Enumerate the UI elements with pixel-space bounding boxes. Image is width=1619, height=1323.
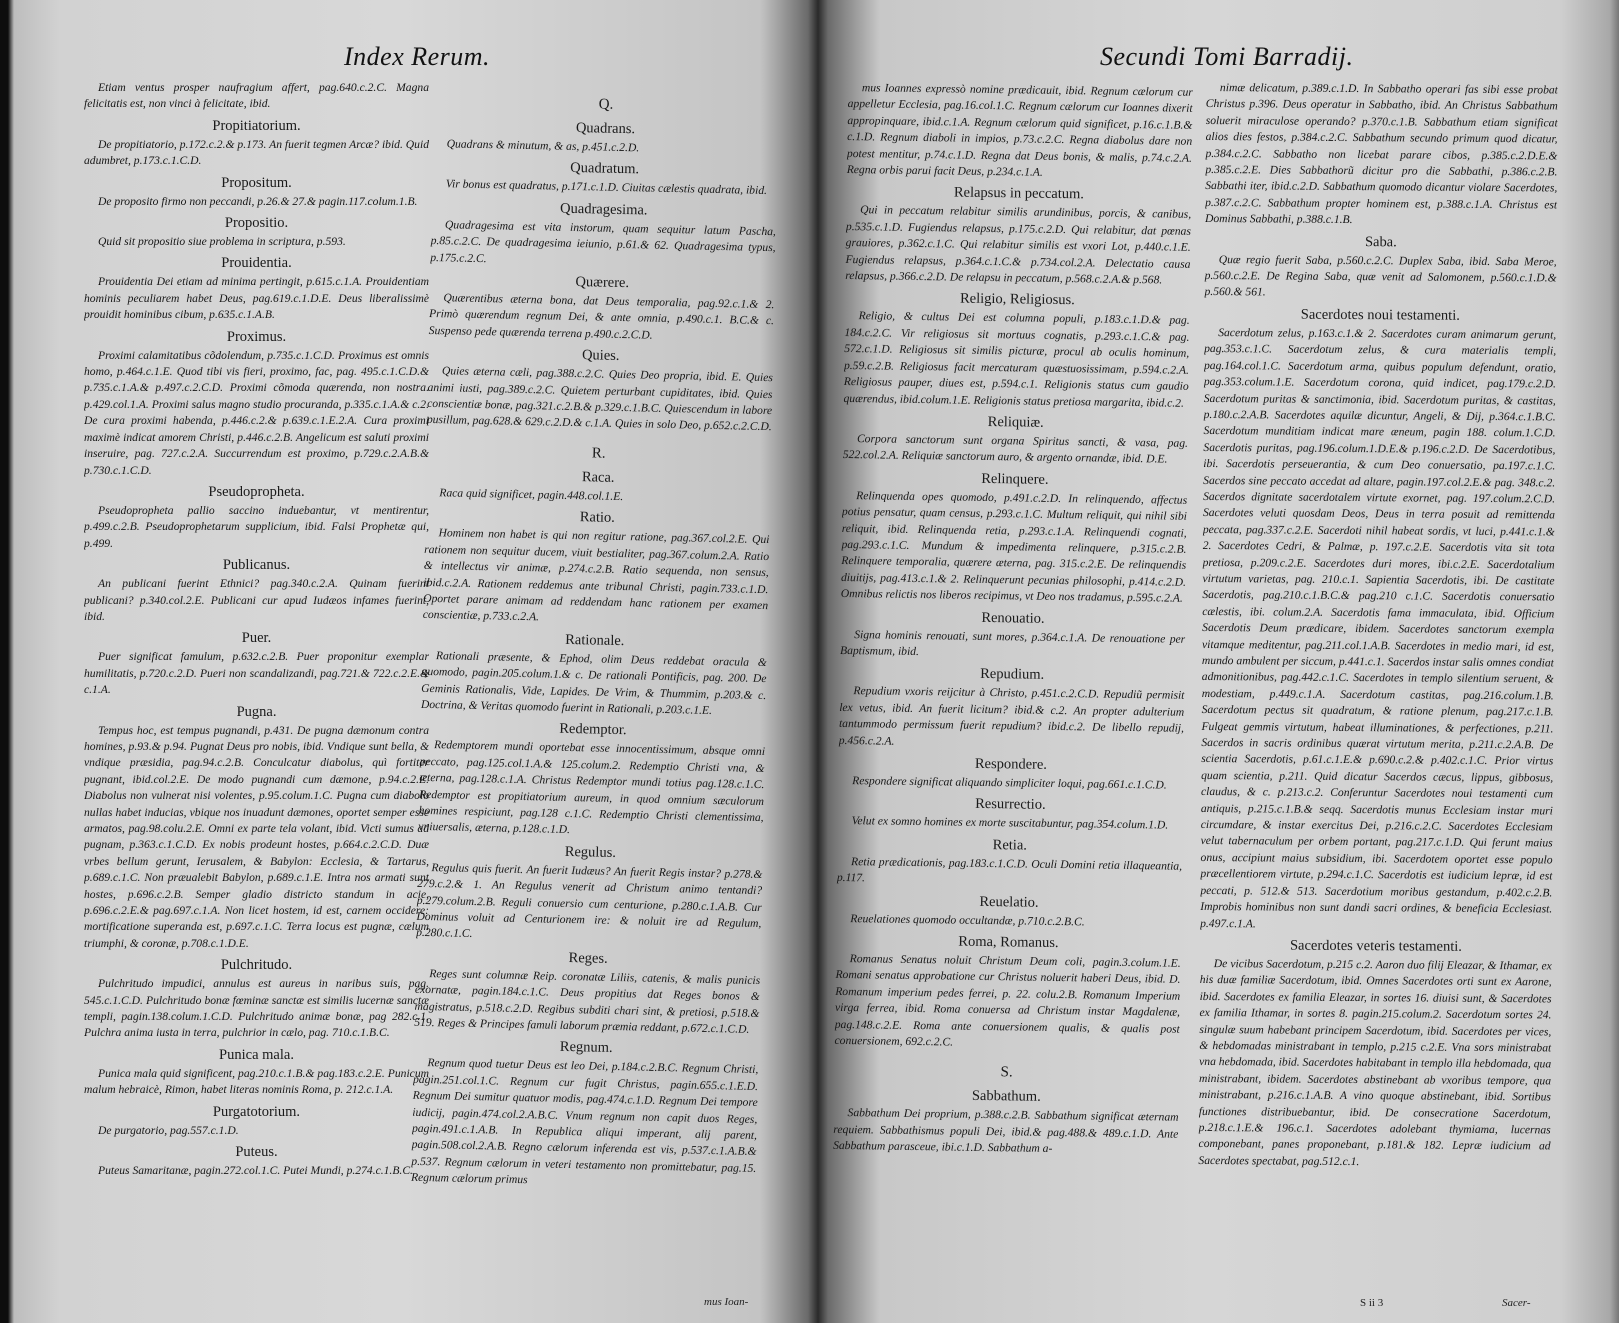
entry-heading: Respondere.	[974, 755, 1048, 773]
index-entry	[429, 270, 775, 346]
index-entry	[843, 288, 1190, 411]
entry-text: Pseudopropheta pallio saccino induebantur, vt mentirentur, p.499.c.2.B. Pseudoprophetarum supplicium, ibid. Falsi Prophetæ qui, p.499.	[84, 503, 429, 550]
index-entry	[84, 328, 429, 479]
entry-text: nimæ delicatum, p.389.c.1.D. In Sabbatho operari fas sibi esse probat Christus p.396. Deus operatur in Sabbatho, ibid. An Christus Sabbathum soluerit miraculose operando? p.370.c.1.B. Sabbathum etiam significat alios dies festos, p.384.c.2.C. Sabbathum secundo primum quod dicatur, p.384.c.2.C. Sabbatho non licebat parare cibos, p.385.c.2.D.E.& p.385.c.2.E. Dies Sabbathorũ dicitur pro die Sabbathi, p.386.c.2.B. Sabbathi iter, ibid.c.2.D. Sabbathum quomodo dicantur violare Sacerdotes, p.387.c.2.C. Sabbathum propter hominem est, p.388.c.1.A. Christus est Dominus Sabbathi, p.388.c.1.B.	[1204, 81, 1558, 227]
entry-heading: Punica mala.	[219, 1046, 294, 1063]
index-entry	[84, 483, 429, 552]
index-entry	[1205, 80, 1558, 230]
entry-heading: Quadratum.	[570, 160, 640, 178]
index-entry	[427, 343, 774, 436]
right-page	[830, 0, 1610, 1323]
index-entry	[834, 931, 1181, 1054]
entry-text: Tempus hoc, est tempus pugnandi, p.431. De pugna dæmonum contra homines, p.93.& p.94. Pugnat Deus pro nobis, ibid. Vndique sunt bella, & vndique præsidia, pag.94.c.2.B. Conculcatur diabolus, quì fortiter pugnant, ibid.col.2.E. De modo pugnandi cum dæmone, p.94.c.2.E. Diabolus non vulnerat nisi volentes, p.95.colum.1.C. Pugna cum diabolo nullas habet inducias, vbique nos inuadunt dæmones, oportet semper esse armatos, pag.98.colu.2.E. Omni ex parte tela volant, ibid. Victi sumus ad pugnam, p.363.c.1.C.D. Ex nobis prodeunt hostes, p.664.c.2.C.D. Duæ vrbes bellum gerunt, Ierusalem, & Babylon: Ecclesia, & Tartarus, p.689.c.1.C. Non præualebit Babylon, p.689.c.1.E. Intra nos armati sunt hostes, p.696.c.2.B. Semper gladio districto standum in acie, p.696.c.2.E.& pag.697.c.1.A. Non licet hostem, id est, carnem occidere: mortificatione superanda est, p.697.c.1.C. Terra locus est pugnæ, cælum triumphi, & coronæ, p.708.c.1.D.E.	[84, 723, 429, 950]
index-entry	[84, 1103, 429, 1139]
entry-heading: Puteus.	[235, 1144, 278, 1161]
entry-text: Quid sit propositio siue problema in scriptura, p.593.	[98, 235, 346, 249]
entry-heading: Quadrans.	[575, 119, 636, 138]
entry-text: Quadrans & minutum, & as, p.451.c.2.D.	[446, 137, 640, 155]
entry-text: Quadragesima est vita instorum, quam sequitur latum Pascha, p.85.c.2.C. De quadragesima ieiunio, p.61.& 62. Quadragesima typus, p.175.c.2.C.	[430, 218, 777, 265]
entry-text: De proposito firmo non peccandi, p.26.& 27.& pagin.117.colum.1.B.	[98, 194, 418, 208]
entry-heading: Propitiatorium.	[212, 117, 301, 134]
entry-text: Quæ regio fuerit Saba, p.560.c.2.C. Duplex Saba, ibid. Saba Meroe, p.560.c.2.E. De Regina Saba, quæ venit ad Salomonem, p.560.c.1.D.& p.560.& 561.	[1204, 252, 1557, 299]
index-entry	[84, 214, 429, 250]
index-entry	[833, 1059, 1179, 1159]
entry-text: Pulchritudo impudici, annulus est aureus in naribus suis, pag. 545.c.1.C.D. Pulchritudo bonæ fœminæ sanctæ est similis lucernæ sanctæ templi, pagin.138.colum.1.C.D. Pulchritudo animæ bonæ, pag 282.c.1. Pulchra anima iusta in terra, pulchrior in cælo, pag. 710.c.1.B.C.	[84, 977, 429, 1040]
index-entry	[414, 946, 761, 1039]
section-letter: Q.	[598, 96, 614, 113]
entry-text: Puteus Samaritanæ, pagin.272.col.1.C. Putei Mundi, p.274.c.1.B.C.	[98, 1164, 413, 1178]
index-entry	[430, 197, 776, 273]
right-running-head: Secundi Tomi Barradij.	[1100, 42, 1354, 71]
index-entry	[836, 891, 1181, 932]
index-entry	[416, 840, 763, 949]
entry-heading: Sacerdotes noui testamenti.	[1300, 306, 1460, 324]
index-entry	[838, 753, 1183, 794]
entry-text: Sacerdotum zelus, p.163.c.1.& 2. Sacerdotes curam animarum gerunt, pag.353.c.1.C. Sacerdotum zelus, & cura materialis templi, pag.164.col.1.C. Sacerdotum arma, quibus populum defendunt, oratio, pag.353.colum.1.E. Sacerdotum corona, quid indicet, pag.179.c.2.D. Sacerdotum puritas & sanctimonia, ibid. Sacerdotum puritas, & castitas, p.180.c.2.A.B. Sacerdotes aquilæ dicuntur, Angeli, & Dij, p.364.c.1.B.C. Sacerdotum munditiam indicat mare æneum, pagin 188. colum.1.C.D. Sacerdotis puritas, pag.196.colum.1.D.E.& p.196.c.2.D. De Sacerdotibus, ibi. Sacerdotis perseuerantia, & cum Deo conuersatio, pa.197.c.1.C. Sacerdos sine peccato accedat ad altare, pagin.197.col.2.E.& pag. 348.c.2. Sacerdos dignitate sacerdotalem virtute exornet, pag. 197.colum.2.C.D. Sacerdotes veluti quosdam Deos, Deus in terra posuit ad remittenda peccata, pag.337.c.2.E. Sacerdoti nihil habeat sordis, vt luci, p.441.c.1.& 2. Sacerdotes Cedri, & Palmæ, p. 197.c.2.E. Sacerdotis vita sit tota pretiosa, p.209.c.2.E. Sacerdotes duri mores, ibi.c.2.E. Sacerdotalium virtutum varietas, pag. 210.c.1. Sapientia Sacerdotis, ibi. De castitate Sacerdotis, pag.210.c.1.B.C.& pag.210 c.1.C. Sacerdotis conuersatio cælestis, ibi. colum.2.A. Sacerdotis fama immaculata, ibid. Officium Sacerdotis Deum prædicare, ibidem. Sacerdotes sanctorum exempla vitamque meditentur, pag.211.col.1.A.B. Sacerdotes in medio mari, id est, mundo ambulent per siccum, p.441.c.1. Sacerdos instar salis omnes condiat admonitionibus, pag.442.c.1.C. Sacerdotes in templo silentium seruent, & modestiam, p.449.c.1.A. Sacerdotum castitas, pag.216.colum.1.B. Sacerdotum pectus sit quadratum, & ratione plenum, pag.217.c.1.B. Fulgeat gemmis virtutum, habeat illuminationes, & perfectiones, p.211. Sacerdos in sacris ordinibus quærat virtutum merita, p.211.c.2.A.B. De scientia Sacerdotis, p.61.c.1.E.& p.690.c.2.& p.402.c.1.C. Prior virtus quam scientia, p.211. Quid dicatur Sacerdos cæcus, lippus, gibbosus, claudus, & c. p.213.c.2. Conferuntur Sacerdotes noui testamenti cum antiquis, p.215.c.1.B.& seqq. Sacerdotis munus Ecclesiam instar muri circumdare, & instar exercitus Dei, p.216.c.2.C. Sacerdotes Ecclesiam velut tabernaculum per orbem portant, pag.217.c.1.D. Qui ferunt maius onus, accipiunt maius subsidium, ibi. Sacerdotem oportet esse populo præcellentiorem virtute, p.294.c.1.C. Sacerdotis est iudicium lepræ, id est peccati, p. 512.& 513. Sacerdotium moribus gestandum, p.402.c.2.B. Improbis hominibus non sunt dandi sacri ordines, & beneficia Ecclesiast. p.497.c.1.A.	[1200, 325, 1557, 930]
entry-text: Reuelationes quomodo occultandæ, p.710.c.2.B.C.	[850, 911, 1085, 929]
entry-text: Proximi calamitatibus cõdolendum, p.735.c.1.C.D. Proximus est omnis homo, p.464.c.1.E. Quod tibi vis fieri, proximo, fac, pag. 495.c.1.C.D.& p.735.c.1.A.& p.497.c.2.C.D. Proximi cõmoda quærenda, non nostra. p.429.col.1.A. Proximi salus magno studio procuranda, p.335.c.1.A.& c.2. De cura proximi habenda, p.446.c.2.& p.639.c.1.E.2.A. Cura proximi maximè indicat amorem Christi, p.446.c.2.B. Angelicum est saluti proximi inseruire, pag. 727.c.2.A. Succurrendum est proximo, p.729.c.2.A.B.& p.730.c.1.C.D.	[84, 348, 429, 477]
entry-heading: Pulchritudo.	[220, 957, 293, 974]
index-entry	[1198, 936, 1552, 1172]
entry-text: Prouidentia Dei etiam ad minima pertingit, p.615.c.1.A. Prouidentiam hominis peculiarem habet Deus, pag.619.c.1.D.E. Deus liberalissimè prouidit hominibus cibum, p.635.c.1.A.B.	[84, 275, 429, 322]
entry-heading: Relinquere.	[981, 470, 1049, 488]
index-entry	[1204, 232, 1556, 304]
entry-heading: Proximus.	[226, 328, 287, 345]
entry-text: Redemptorem mundi oportebat esse innocentissimum, absque omni peccato, pag.125.col.1.A.& 125.colum.2. Redemptio Christi vna, & æterna, pag.128.c.1.A. Christus Redemptor mundi totius pag.128.c.1.C. Redemptor est propitiatorium aureum, in quod omnium sæculorum homines respiciunt, pag.128 c.1.C. Redemptio Christi clementissima, vniuersalis, æterna, p.128.c.1.D.	[418, 738, 766, 837]
entry-heading: Publicanus.	[222, 557, 291, 574]
index-entry	[845, 182, 1191, 289]
entry-heading: Propositio.	[224, 215, 289, 232]
entry-heading: Regulus.	[564, 843, 617, 861]
index-entry	[1200, 305, 1556, 934]
index-entry	[84, 556, 429, 625]
entry-text: De propitiatorio, p.172.c.2.& p.173. An fuerit tegmen Arcæ? ibid. Quid adumbret, p.173.c.1.C.D.	[84, 137, 429, 168]
entry-text: Quærentibus æterna bona, dat Deus temporalia, pag.92.c.1.& 2. Primò quærendum regnum Dei, & ante omnia, p.490.c.1. B.C.& c. Suspenso pede quærenda terrena p.490.c.2.C.D.	[428, 291, 775, 342]
entry-text: An publicani fuerint Ethnici? pag.340.c.2.A. Quinam fuerint publicani? p.340.col.2.E. Publicani cur apud Iudæos infames fuerint, ibid.	[84, 577, 429, 623]
entry-text: Corpora sanctorum sunt organa Spiritus sancti, & vasa, pag. 522.col.2.A. Reliquiæ sanctorum auro, & argento ornandæ, ibid. D.E.	[842, 432, 1189, 466]
index-entry	[838, 793, 1183, 834]
entry-text: Quies æterna cæli, pag.388.c.2.C. Quies Deo propria, ibid. E. Quies animi iusti, pag.389.c.2.C. Quietem perturbant cupiditates, ibid. Quies conscientiæ bonæ, pag.321.c.2.B.& p.329.c.1.B.C. Quiescendum in labore pusillum, pag.628.& 629.c.2.D.& c.1.A. Quies in solo Deo, p.652.c.2.C.D.	[426, 364, 773, 434]
index-entry	[432, 90, 778, 160]
entry-heading: Reliquiæ.	[987, 413, 1044, 431]
left-column-a	[84, 80, 429, 1182]
index-entry	[418, 717, 765, 843]
index-entry	[84, 629, 429, 698]
left-column-b	[411, 80, 779, 1196]
index-entry	[843, 411, 1189, 469]
entry-heading: Purgatotorium.	[212, 1103, 301, 1120]
entry-text: Reges sunt columnæ Reip. coronatæ Liliis, catenis, & malis punicis exornatæ, pagin.184.c.1.C. Deus propitius dat Reges bonos & magistratus, p.518.c.2.D. Regibus subditi chari sint, & pretiosi, p.518.& 519. Reges & Principes famuli laborum præmia reddant, p.672.c.1.C.D.	[414, 966, 761, 1036]
entry-heading: Pugna.	[236, 703, 277, 720]
index-entry	[84, 254, 429, 323]
entry-heading: Propositum.	[221, 174, 292, 191]
entry-text: Respondere significat aliquando simpliciter loqui, pag.661.c.1.C.D.	[852, 774, 1167, 792]
entry-heading: Roma, Romanus.	[958, 933, 1059, 952]
entry-text: Rationali præsente, & Ephod, olim Deus reddebat oracula & quomodo, pagin.205.colum.1.& c. De rationali Pontificis, pag. 200. De Geminis Rationalis, Vide, Lapides. De Vrim, & Thummim, p.203.& c. Doctrina, & Veritas quomodo fuerint in Rationali, p.203.c.1.E.	[420, 648, 768, 717]
index-entry	[84, 1143, 429, 1179]
index-entry	[839, 663, 1185, 753]
entry-heading: Pseudopropheta.	[208, 483, 305, 500]
signature-mark: S ii 3	[1360, 1297, 1384, 1309]
entry-text: Retia prædicationis, pag.183.c.1.C.D. Oculi Domini retia illaqueantia, p.117.	[836, 854, 1183, 885]
entry-heading: Quies.	[581, 347, 620, 365]
entry-heading: Prouidentia.	[221, 255, 292, 272]
entry-text: Romanus Senatus noluit Christum Deum coli, pagin.3.colum.1.E. Romani senatus approbatione cur Christus noluerit haberi Deus, ibid. D. Romanum imperium pedes ferrei, p. 22. colu.2.B. Romanum Imperium virga ferrea, ibid. Roma conuersa ad Christum instar Magdalenæ, pag.148.c.2.E. Roma ante conuersionem qualis, & qualis post conuersionem, 692.c.2.C.	[834, 952, 1181, 1049]
entry-text: Regnum quod tuetur Deus est leo Dei, p.184.c.2.B.C. Regnum Christi, pagin.251.col.1.C. Regnum cur fugit Christus, pagin.655.c.1.E.D. Regnum Dei sumitur quatuor modis, pag.474.c.1.D. Regnum Dei tempore iudicij, pagin.474.col.2.A.B.C. Vnum regnum non capit duos Reges, pagin.491.c.1.A.B. In Republica aliqui imperant, alij parent, pagin.508.col.2.A.B. Regno cælorum inferenda est vis, p.537.c.1.A.B.& p.537. Regnum cælorum in veteri testamento non promittebatur, pag.15. Regnum cælorum primus	[410, 1056, 759, 1187]
entry-heading: Resurrectio.	[975, 796, 1046, 814]
entry-text: Hominem non habet is qui non regitur ratione, pag.367.col.2.E. Qui rationem non sequitur ducem, viuit bestialiter, pag.367.colum.2.A. Ratio & intellectus vir animæ, p.274.c.2.B. Ratio sequenda, non sensus, ibid.c.2.A. Rationem reddemus ante tribunal Christi, pagin.733.c.1.D. Oportet parare animam ad reddendam hanc rationem per examen conscientiæ, p.733.c.2.A.	[422, 526, 770, 624]
index-entry	[421, 628, 768, 721]
index-entry	[847, 80, 1193, 183]
index-entry	[425, 439, 771, 509]
entry-text: Religio, & cultus Dei est columna populi, p.183.c.1.D.& pag. 184.c.2.C. Vir religiosus sit mortuus cognatis, p.293.c.1.C.& pag. 572.c.1.D. Religiosus sit similis picturæ, procul ab oculis hominum, p.59.c.2.B. Religiosus facit mercaturam quæstuosissimam, p.594.c.2.A. Religiosus pauper, diues est, p.594.c.1. Religionis status cum gaudio quærendus, ibid.colum.1.E. Religionis status pretiosa margarita, ibid.c.2.	[843, 309, 1190, 410]
index-entry	[841, 468, 1188, 608]
entry-heading: Ratio.	[579, 509, 616, 527]
entry-heading: Quadragesima.	[559, 200, 648, 219]
index-entry	[84, 1046, 429, 1099]
entry-heading: Sacerdotes veteris testamenti.	[1289, 937, 1462, 955]
entry-text: Vir bonus est quadratus, p.171.c.1.D. Ciuitas cælestis quadrata, ibid.	[445, 177, 768, 198]
entry-text: Puer significat famulum, p.632.c.2.B. Puer proponitur exemplar humilitatis, p.720.c.2.D. Pueri non scandalizandi, pag.721.& 722.c.2.E.& c.1.A.	[84, 650, 429, 697]
entry-heading: Redemptor.	[559, 721, 627, 739]
entry-heading: Sabbathum.	[971, 1088, 1041, 1106]
entry-text: mus Ioannes expressò nomine prædicauit, ibid. Regnum cælorum cur appelletur Ecclesia, pag.16.col.1.C. Regnum cælorum cur Ioannes dixerit appropinquare, ibid.c.1.A. Regnum cælorum quid significet, p.16.c.1.B.& c.1.D. Regnum diaboli in impios, p.73.c.2.C. Regna diabolus dare non potest mentitur, p.74.c.1.D. Regna dat Deus bonis, & malis, p.74.c.2.A. Regna orbis parui facit Deus, p.234.c.1.A.	[846, 81, 1193, 179]
entry-heading: Relapsus in peccatum.	[953, 184, 1085, 203]
index-entry	[423, 505, 770, 631]
entry-text: De vicibus Sacerdotum, p.215 c.2. Aaron duo filij Eleazar, & Ithamar, ex his duæ familiæ Sacerdotum, ibid. Omnes Sacerdotes orti sunt ex Aarone, ibid. Sacerdotes ex familia Eleazar, in sortes 16. diuisi sunt, & Sacerdotes ex familia Ithamar, in sortes 8. pagin.215.colum.2. Sacerdotum sortes 24. singulæ suum habebant principem Sacerdotum, ibid. Sacerdotes per vices, & hebdomadas ministrabant in templo, p.215 c.2.E. Vna sors ministrabat vna hebdomada, ibid. Sacerdotes habitabant in templo illa hebdomada, qua ministrabant, ibidem. Sacerdotes abstinebant ab vxoribus tempore, qua ministrabant, p.216.c.1.A.B. A vino quoque abstinebant, ibid. Sortibus functiones distribuebantur, ibid. De consecratione Sacerdotum, p.218.c.1.E.& 196.c.1. Sacerdotes adolebant thymiama, lucernas componebant, panes proponebant, p.181.& 182. Lepræ iudicium ad Sacerdotes spectabat, pag.512.c.1.	[1198, 956, 1552, 1168]
entry-heading: Renouatio.	[981, 609, 1045, 627]
entry-text: Relinquenda opes quomodo, p.491.c.2.D. In relinquendo, affectus potius pensatur, quam census, p.293.c.1.C. Multum reliquit, qui nihil sibi reliquit, ibid. Relinquenda retia, p.293.c.1.A. Relinquendi cognati, pag.293.c.1.C. Mundum & impedimenta relinquere, p.315.c.2.B. Relinquere temporalia, quærere æterna, pag. 315.c.2.E. De relinquendis diuitijs, pag.413.c.1.& 2. Relinquerunt pecunias philosophi, p.414.c.2.D. Omnibus relictis nos liberos recipimus, vt Deo nos tradamus, p.595.c.2.A.	[840, 488, 1188, 605]
entry-heading: Religio, Religiosus.	[959, 291, 1075, 309]
index-entry	[84, 956, 429, 1042]
entry-text: Etiam ventus prosper naufragium affert, pag.640.c.2.C. Magna felicitatis est, non vinci à felicitate, ibid.	[84, 81, 429, 111]
index-entry	[84, 703, 429, 953]
left-running-head: Index Rerum.	[344, 42, 491, 71]
index-entry	[837, 834, 1183, 892]
entry-heading: Regnum.	[559, 1039, 613, 1057]
entry-heading: Repudium.	[980, 666, 1045, 684]
left-page	[14, 0, 806, 1323]
right-column-b	[1198, 80, 1558, 1174]
left-catchword: mus Ioan-	[704, 1296, 749, 1308]
section-letter: R.	[591, 445, 606, 462]
index-entry	[84, 174, 429, 210]
right-catchword: Sacer-	[1502, 1297, 1531, 1309]
entry-text: Raca quid significet, pagin.448.col.1.E.	[439, 486, 624, 503]
entry-text: Repudium vxoris reijcitur à Christo, p.451.c.2.C.D. Repudiũ permisit lex vetus, ibid. An fuerit licitum? ibid.& c.2. An propter adulterium tantummodo permissum fuerit repudium? ibid.c.2. De libello repudij, p.456.c.2.A.	[838, 684, 1185, 748]
entry-text: Qui in peccatum relabitur similis arundinibus, porcis, & canibus, p.535.c.1.D. Fugiendus relapsus, p.175.c.2.D. Qui relabitur, dat pœnas grauiores, p.362.c.1.C. Qui relabitur similis est vxori Lot, p.440.c.1.E. Fugiendus relapsus, p.364.c.1.C.& p.734.col.2.A. Delectatio causa relapsus, p.366.c.2.D. De relapsu in peccatum, p.568.c.2.A.& p.568.	[845, 203, 1192, 287]
entry-heading: Saba.	[1364, 233, 1397, 250]
entry-heading: Rationale.	[565, 631, 625, 649]
entry-text: De purgatorio, pag.557.c.1.D.	[98, 1123, 239, 1137]
entry-text: Velut ex somno homines ex morte suscitabuntur, pag.354.colum.1.D.	[851, 814, 1169, 832]
section-letter: S.	[1000, 1064, 1013, 1081]
entry-heading: Raca.	[581, 469, 615, 486]
index-entry	[840, 607, 1186, 665]
index-entry	[84, 117, 429, 170]
entry-heading: Reuelatio.	[979, 893, 1039, 911]
entry-text: Signa hominis renouati, sunt mores, p.364.c.1.A. De renouatione per Baptismum, ibid.	[839, 627, 1186, 659]
entry-heading: Retia.	[992, 836, 1028, 854]
index-entry	[84, 80, 429, 113]
entry-heading: Reges.	[568, 949, 608, 967]
entry-text: Regulus quis fuerit. An fuerit Iudæus? An fuerit Regis instar? p.278.& 279.c.2.& 1. An Regulus venerit ad Christum animo tentandi? p.279.colum.2.B. Reguli conuersio cum centurione, p.280.c.1.A.B. Cur Dominus voluit ad Centurionem ire: & noluit ire ad Regulum, p.280.c.1.C.	[416, 860, 763, 941]
entry-text: Sabbathum Dei proprium, p.388.c.2.B. Sabbathum significat æternam requiem. Sabbathismus populi Dei, ibid.& pag.488.& 489.c.1.D. Ante Sabbathum parasceue, ibi.c.1.D. Sabbathum a-	[833, 1106, 1179, 1156]
index-entry	[432, 156, 778, 200]
entry-heading: Quærere.	[575, 274, 630, 292]
entry-heading: Puer.	[241, 630, 272, 647]
index-entry	[411, 1035, 759, 1193]
entry-text: Punica mala quid significent, pag.210.c.1.B.& pag.183.c.2.E. Punicum malum hebraicè, Rimon, habet literas nominis Roma, p. 212.c.1.A.	[84, 1066, 429, 1097]
right-column-a	[833, 80, 1193, 1161]
